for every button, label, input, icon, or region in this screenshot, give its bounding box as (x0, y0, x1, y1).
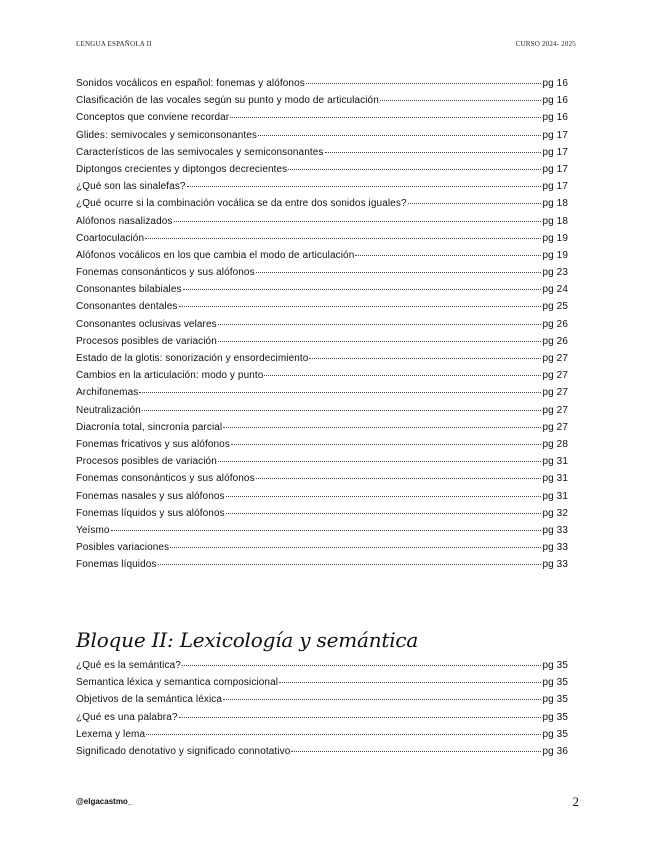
toc-entry[interactable] (76, 746, 568, 763)
toc-entry[interactable] (76, 216, 568, 233)
toc-entry-page: pg 23 (542, 267, 568, 279)
dot-leader (306, 83, 542, 84)
toc-entry-title: Característicos de las semivocales y semiconsonantes (76, 146, 324, 158)
toc-entry-title: Alófonos nasalizados (76, 215, 173, 227)
toc-entry-page: pg 28 (542, 438, 568, 450)
dot-leader (182, 665, 542, 666)
toc-entry-page: pg 35 (542, 660, 568, 671)
toc-entry-page: pg 26 (542, 335, 568, 347)
dot-leader (230, 117, 541, 118)
toc-entry[interactable] (76, 130, 568, 147)
dot-leader (264, 375, 541, 376)
toc-entry-title: Fonemas consonánticos y sus alófonos (76, 267, 255, 279)
toc-entry-page: pg 27 (542, 353, 568, 364)
toc-entry-page: pg 35 (542, 694, 568, 706)
toc-entry[interactable] (76, 370, 568, 387)
toc-entry-title: Estado de la glotis: sonorización y ensordecimiento (76, 353, 309, 364)
toc-entry[interactable] (76, 508, 568, 525)
toc-entry-title: Diptongos crecientes y diptongos decrecientes (76, 163, 288, 175)
toc-entry-page: pg 19 (542, 232, 568, 244)
toc-entry[interactable] (76, 439, 568, 456)
toc-section-2 (76, 660, 568, 763)
toc-entry-title: Semantica léxica y semantica composicional (76, 677, 279, 689)
toc-entry-title: ¿Qué es la semántica? (76, 660, 181, 671)
dot-leader (226, 513, 542, 514)
toc-entry-page: pg 27 (542, 404, 568, 416)
toc-entry-title: Fonemas consonánticos y sus alófonos (76, 473, 255, 485)
toc-entry-title: Fonemas nasales y sus alófonos (76, 490, 225, 502)
toc-entry-title: Glides: semivocales y semiconsonantes (76, 129, 257, 141)
toc-entry[interactable] (76, 729, 568, 746)
toc-entry-title: Diacronía total, sincronía parcial (76, 421, 223, 433)
dot-leader (231, 444, 542, 445)
toc-entry-title: Posibles variaciones (76, 542, 170, 554)
toc-entry-page: pg 27 (542, 370, 568, 382)
toc-entry-page: pg 27 (542, 387, 568, 399)
toc-entry-title: Sonidos vocálicos en español: fonemas y alófonos (76, 78, 305, 89)
footer-handle: @elgacastmo_ (76, 797, 133, 806)
dot-leader (291, 751, 541, 752)
section-heading-bloque-ii: Bloque II: Lexicología y semántica (76, 628, 419, 652)
toc-entry[interactable] (76, 112, 568, 129)
toc-entry-page: pg 26 (542, 318, 568, 330)
toc-entry[interactable] (76, 336, 568, 353)
toc-entry[interactable] (76, 473, 568, 490)
toc-entry[interactable] (76, 353, 568, 370)
dot-leader (174, 221, 542, 222)
dot-leader (325, 152, 542, 153)
toc-entry-page: pg 35 (542, 711, 568, 723)
toc-entry-title: Consonantes dentales (76, 301, 178, 313)
toc-entry-title: Significado denotativo y significado connotativo (76, 745, 291, 757)
toc-entry-title: ¿Qué ocurre si la combinación vocálica se da entre dos sonidos iguales? (76, 198, 407, 210)
toc-entry-title: Alófonos vocálicos en los que cambia el modo de articulación (76, 249, 355, 261)
toc-entry-page: pg 16 (542, 78, 568, 89)
dot-leader (218, 341, 542, 342)
toc-entry-title: Procesos posibles de variación (76, 456, 217, 468)
toc-entry[interactable] (76, 181, 568, 198)
dot-leader (256, 478, 542, 479)
toc-entry-page: pg 18 (542, 215, 568, 227)
toc-entry[interactable] (76, 267, 568, 284)
toc-entry-page: pg 17 (542, 181, 568, 193)
dot-leader (279, 682, 541, 683)
toc-entry[interactable] (76, 95, 568, 112)
dot-leader (223, 427, 541, 428)
toc-entry[interactable] (76, 456, 568, 473)
toc-entry[interactable] (76, 198, 568, 215)
dot-leader (145, 238, 541, 239)
toc-entry[interactable] (76, 387, 568, 404)
toc-entry-title: Neutralización (76, 404, 141, 416)
toc-entry-page: pg 35 (542, 677, 568, 689)
toc-entry[interactable] (76, 525, 568, 542)
toc-entry[interactable] (76, 694, 568, 711)
toc-entry[interactable] (76, 301, 568, 318)
dot-leader (179, 306, 542, 307)
toc-entry-title: Fonemas líquidos (76, 559, 157, 571)
toc-entry-title: Cambios en la articulación: modo y punto (76, 370, 264, 382)
dot-leader (226, 496, 542, 497)
dot-leader (179, 717, 542, 718)
toc-entry-page: pg 36 (542, 745, 568, 757)
toc-entry[interactable] (76, 250, 568, 267)
toc-entry-title: Lexema y lema (76, 728, 146, 740)
dot-leader (218, 324, 542, 325)
page-number: 2 (572, 794, 579, 809)
toc-entry-page: pg 18 (542, 198, 568, 210)
dot-leader (380, 100, 542, 101)
toc-entry-title: Yeísmo (76, 524, 110, 536)
toc-entry-title: Clasificación de las vocales según su punto y modo de articulación (76, 95, 379, 107)
toc-entry-title: Consonantes oclusivas velares (76, 318, 217, 330)
toc-entry-title: Objetivos de la semántica léxica (76, 694, 223, 706)
toc-entry[interactable] (76, 677, 568, 694)
toc-entry-page: pg 27 (542, 421, 568, 433)
toc-entry-title: Fonemas fricativos y sus alófonos (76, 438, 230, 450)
toc-entry[interactable] (76, 164, 568, 181)
toc-entry[interactable] (76, 491, 568, 508)
toc-entry[interactable] (76, 422, 568, 439)
dot-leader (142, 410, 542, 411)
toc-entry-page: pg 31 (542, 456, 568, 468)
dot-leader (183, 289, 542, 290)
toc-entry-page: pg 16 (542, 112, 568, 124)
toc-entry-title: ¿Qué son las sinalefas? (76, 181, 186, 193)
toc-entry[interactable] (76, 319, 568, 336)
toc-entry-page: pg 33 (542, 559, 568, 571)
toc-entry-title: Coartoculación (76, 232, 145, 244)
toc-entry-title: Fonemas líquidos y sus alófonos (76, 507, 225, 519)
toc-entry-page: pg 35 (542, 728, 568, 740)
toc-entry-page: pg 16 (542, 95, 568, 107)
dot-leader (256, 272, 542, 273)
toc-entry-title: Archifonemas (76, 387, 139, 399)
toc-entry[interactable] (76, 284, 568, 301)
header-course-name: LENGUA ESPAÑOLA II (76, 40, 152, 48)
toc-entry[interactable] (76, 233, 568, 250)
dot-leader (187, 186, 542, 187)
toc-entry-page: pg 19 (542, 249, 568, 261)
toc-entry[interactable] (76, 78, 568, 95)
toc-entry-page: pg 33 (542, 524, 568, 536)
toc-entry-page: pg 33 (542, 542, 568, 554)
dot-leader (288, 169, 541, 170)
toc-entry-page: pg 24 (542, 284, 568, 296)
toc-entry-page: pg 17 (542, 129, 568, 141)
toc-entry-page: pg 25 (542, 301, 568, 313)
toc-entry-page: pg 31 (542, 473, 568, 485)
toc-entry-page: pg 31 (542, 490, 568, 502)
dot-leader (218, 461, 542, 462)
dot-leader (139, 392, 541, 393)
toc-entry[interactable] (76, 405, 568, 422)
toc-entry[interactable] (76, 660, 568, 677)
header-course-year: CURSO 2024- 2025 (515, 40, 576, 48)
toc-entry-title: ¿Qué es una palabra? (76, 711, 178, 723)
dot-leader (355, 255, 541, 256)
toc-entry[interactable] (76, 147, 568, 164)
toc-entry-title: Consonantes bilabiales (76, 284, 182, 296)
dot-leader (258, 135, 541, 136)
dot-leader (146, 734, 541, 735)
toc-section-1 (76, 78, 568, 576)
toc-entry-page: pg 17 (542, 146, 568, 158)
dot-leader (223, 699, 541, 700)
dot-leader (170, 547, 541, 548)
dot-leader (408, 203, 542, 204)
toc-entry[interactable] (76, 542, 568, 559)
dot-leader (111, 530, 542, 531)
toc-entry-page: pg 17 (542, 163, 568, 175)
dot-leader (158, 564, 542, 565)
toc-entry[interactable] (76, 712, 568, 729)
toc-entry[interactable] (76, 559, 568, 576)
toc-entry-page: pg 32 (542, 507, 568, 519)
toc-entry-title: Procesos posibles de variación (76, 335, 217, 347)
toc-entry-title: Conceptos que conviene recordar (76, 112, 230, 124)
dot-leader (309, 358, 541, 359)
